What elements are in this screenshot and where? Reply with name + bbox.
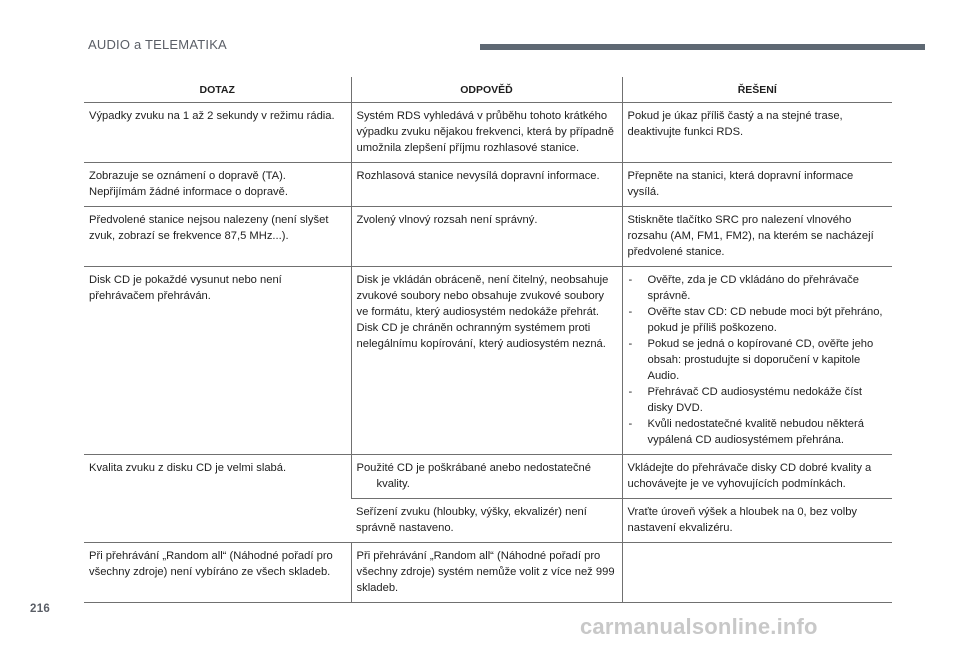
troubleshooting-table [84, 77, 892, 603]
solution-list-item: - Ověřte, zda je CD vkládáno do přehrávače správně. [628, 272, 888, 304]
solution-cell [622, 267, 892, 455]
answer-cell: Při přehrávání „Random all“ (Náhodné pořadí pro všechny zdroje) systém nemůže volit z více než 999 skladeb. [351, 543, 622, 603]
table-header-row [84, 77, 892, 103]
question-cell: Zobrazuje se oznámení o dopravě (TA). Nepřijímám žádné informace o dopravě. [84, 163, 351, 207]
solution-list-item: - Ověřte stav CD: CD nebude moci být přehráno, pokud je příliš poškozeno. [628, 304, 888, 336]
answer-text: Použité CD je poškrábané anebo nedostatečné kvality. [356, 462, 591, 490]
table-row [84, 455, 892, 499]
answer-cell: Systém RDS vyhledává v průběhu tohoto krátkého výpadku zvuku nějakou frekvenci, která by případně umožnila zlepšení příjmu rozhlasové stanice. [351, 103, 622, 163]
question-cell: Disk CD je pokaždé vysunut nebo není přehrávačem přehráván. [84, 267, 351, 455]
solution-list-item: - Kvůli nedostatečné kvalitě nebudou některá vypálená CD audiosystémem přehrána. [628, 416, 888, 448]
answer-cell: Rozhlasová stanice nevysílá dopravní informace. [351, 163, 622, 207]
solution-list-item: - Přehrávač CD audiosystému nedokáže číst disky DVD. [628, 384, 888, 416]
column-header-answer: ODPOVĚĎ [351, 77, 622, 103]
solution-list [628, 272, 888, 448]
watermark: carmanualsonline.info [580, 614, 818, 639]
solution-cell [622, 543, 892, 603]
question-cell: Při přehrávání „Random all“ (Náhodné pořadí pro všechny zdroje) není vybíráno ze všech skladeb. [84, 543, 351, 603]
solution-cell: Vraťte úroveň výšek a hloubek na 0, bez volby nastavení ekvalizéru. [622, 499, 892, 543]
table-row [84, 103, 892, 163]
section-header-bar [480, 44, 925, 50]
table-row [84, 543, 892, 603]
answer-cell: Seřízení zvuku (hloubky, výšky, ekvalizér) není správně nastaveno. [351, 499, 622, 543]
solution-list-item: - Pokud se jedná o kopírované CD, ověřte jeho obsah: prostudujte si doporučení v kapitole Audio. [628, 336, 888, 384]
column-header-solution: ŘEŠENÍ [622, 77, 892, 103]
question-cell: Kvalita zvuku z disku CD je velmi slabá. [84, 455, 351, 543]
column-header-question: DOTAZ [84, 77, 351, 103]
section-title: AUDIO a TELEMATIKA [88, 37, 227, 52]
table-row [84, 163, 892, 207]
answer-cell [351, 455, 622, 499]
page-number: 216 [30, 603, 51, 615]
question-cell: Předvolené stanice nejsou nalezeny (není slyšet zvuk, zobrazí se frekvence 87,5 MHz...). [84, 207, 351, 267]
table-row [84, 207, 892, 267]
solution-cell: Vkládejte do přehrávače disky CD dobré kvality a uchovávejte je ve vyhovujících podmínkách. [622, 455, 892, 499]
question-cell: Výpadky zvuku na 1 až 2 sekundy v režimu rádia. [84, 103, 351, 163]
solution-cell: Stiskněte tlačítko SRC pro nalezení vlnového rozsahu (AM, FM1, FM2), na kterém se nacházejí předvolené stanice. [622, 207, 892, 267]
solution-cell: Pokud je úkaz příliš častý a na stejné trase, deaktivujte funkci RDS. [622, 103, 892, 163]
answer-cell: Disk je vkládán obráceně, není čitelný, neobsahuje zvukové soubory nebo obsahuje zvukové soubory ve formátu, který audiosystém nedokáže přehrát. Disk CD je chráněn ochranným systémem proti nelegálnímu kopírování, který audiosystém nezná. [351, 267, 622, 455]
solution-cell: Přepněte na stanici, která dopravní informace vysílá. [622, 163, 892, 207]
answer-cell: Zvolený vlnový rozsah není správný. [351, 207, 622, 267]
table-row [84, 267, 892, 455]
